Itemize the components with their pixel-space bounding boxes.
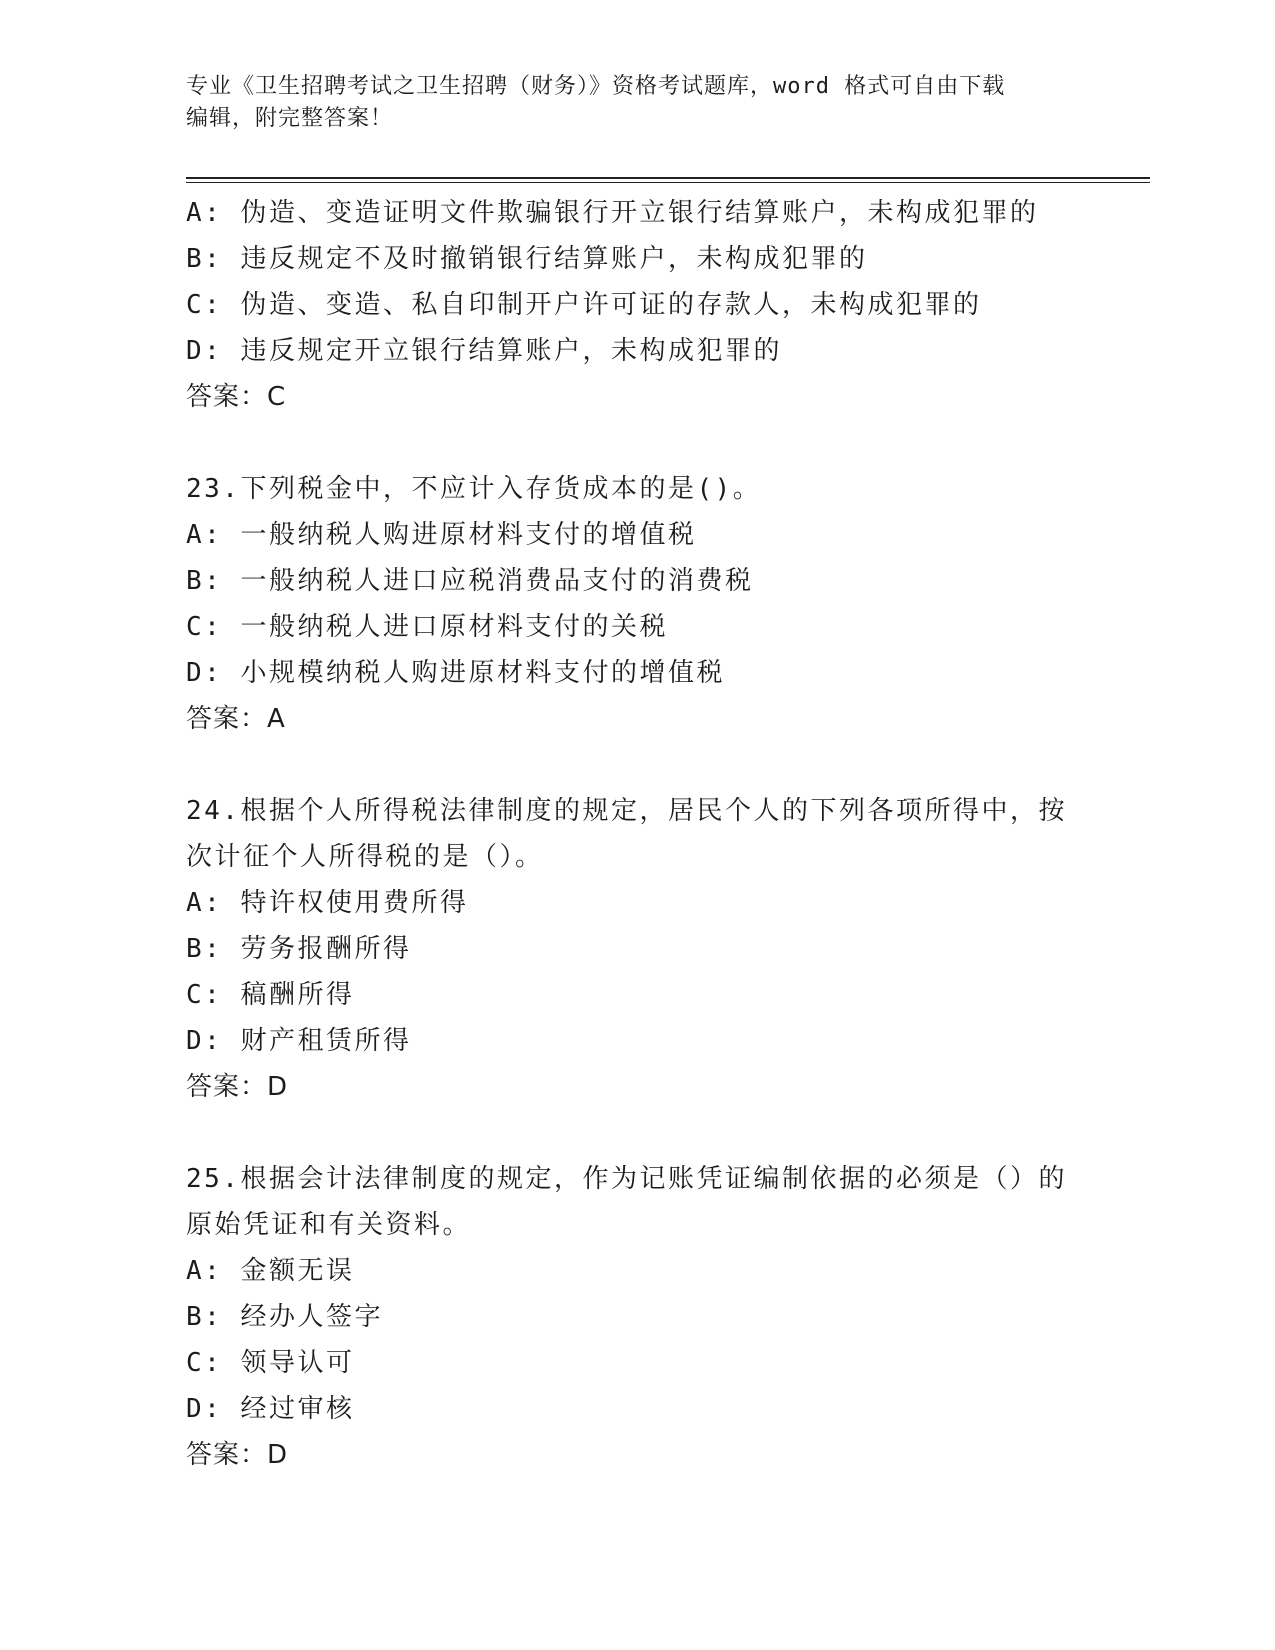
spacer — [186, 420, 1086, 466]
option-a: A: 伪造、变造证明文件欺骗银行开立银行结算账户，未构成犯罪的 — [186, 198, 1039, 228]
header-line-2: 编辑，附完整答案！ — [186, 106, 394, 131]
answer-line: 答案：D — [186, 1072, 289, 1102]
option-b: B: 劳务报酬所得 — [186, 934, 412, 964]
header-divider-thin — [186, 182, 1150, 183]
answer-line: 答案：D — [186, 1440, 289, 1470]
question-text: 23.下列税金中，不应计入存货成本的是()。 — [186, 474, 762, 504]
question-block-25 — [186, 1156, 1086, 1478]
spacer — [186, 1110, 1086, 1156]
option-b: B: 经办人签字 — [186, 1302, 383, 1332]
header-line-1: 专业《卫生招聘考试之卫生招聘（财务）》资格考试题库，word 格式可自由下载 — [186, 74, 1006, 99]
question-content — [186, 190, 1086, 1478]
question-block-24 — [186, 788, 1086, 1110]
option-c: C: 领导认可 — [186, 1348, 355, 1378]
document-header — [186, 71, 1086, 135]
option-b: B: 违反规定不及时撤销银行结算账户，未构成犯罪的 — [186, 244, 868, 274]
option-a: A: 特许权使用费所得 — [186, 888, 469, 918]
prev-question-block — [186, 190, 1086, 420]
answer-line: 答案：A — [186, 704, 286, 734]
option-d: D: 财产租赁所得 — [186, 1026, 412, 1056]
question-text-continued: 次计征个人所得税的是（）。 — [186, 842, 544, 872]
question-text: 25.根据会计法律制度的规定，作为记账凭证编制依据的必须是（）的 — [186, 1164, 1067, 1194]
spacer — [186, 742, 1086, 788]
option-c: C: 一般纳税人进口原材料支付的关税 — [186, 612, 668, 642]
option-c: C: 伪造、变造、私自印制开户许可证的存款人，未构成犯罪的 — [186, 290, 982, 320]
option-d: D: 经过审核 — [186, 1394, 355, 1424]
question-text-continued: 原始凭证和有关资料。 — [186, 1210, 472, 1240]
question-text: 24.根据个人所得税法律制度的规定，居民个人的下列各项所得中，按 — [186, 796, 1067, 826]
question-block-23 — [186, 466, 1086, 742]
option-d: D: 小规模纳税人购进原材料支付的增值税 — [186, 658, 725, 688]
option-b: B: 一般纳税人进口应税消费品支付的消费税 — [186, 566, 754, 596]
answer-line: 答案：C — [186, 382, 287, 412]
option-a: A: 一般纳税人购进原材料支付的增值税 — [186, 520, 697, 550]
header-divider-thick — [186, 177, 1150, 179]
option-d: D: 违反规定开立银行结算账户，未构成犯罪的 — [186, 336, 782, 366]
option-c: C: 稿酬所得 — [186, 980, 355, 1010]
option-a: A: 金额无误 — [186, 1256, 355, 1286]
